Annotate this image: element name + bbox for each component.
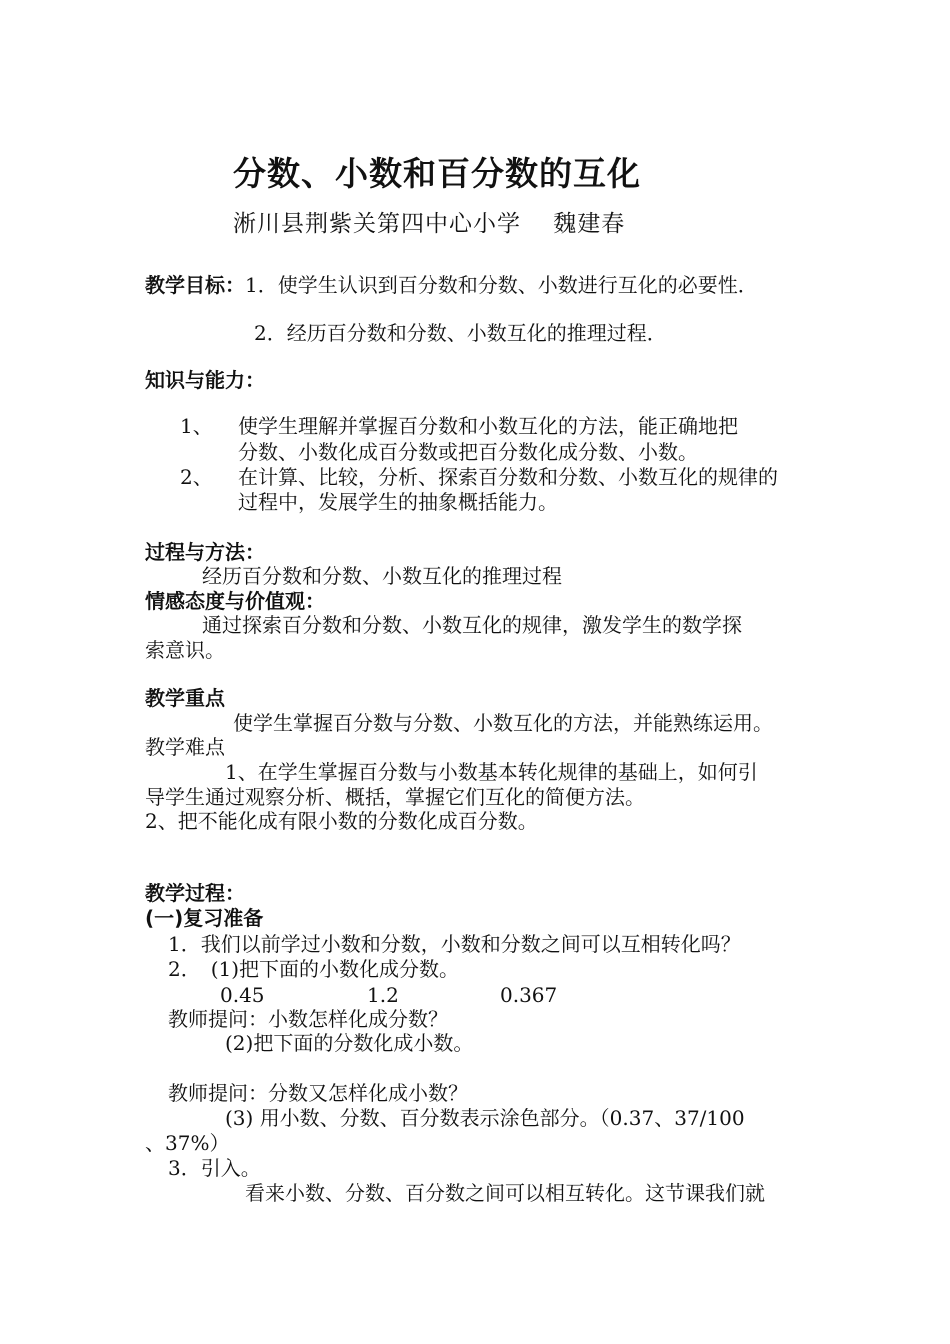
procedure-line-4: (2)把下面的分数化成小数。 — [225, 1031, 474, 1055]
objective-item-1: 1．使学生认识到百分数和分数、小数进行互化的必要性． — [245, 273, 758, 297]
attitude-line-2: 索意识。 — [145, 638, 225, 662]
attitude-line-1: 通过探索百分数和分数、小数互化的规律，激发学生的数学探 — [202, 613, 742, 637]
procedure-line-2: 2． (1)把下面的小数化成分数。 — [168, 957, 460, 981]
difficulty-line-3: 2、把不能化成有限小数的分数化成百分数。 — [145, 809, 538, 833]
objective-item-2: 2．经历百分数和分数、小数互化的推理过程． — [254, 321, 667, 345]
knowledge-item-2-line-1: 在计算、比较，分析、探索百分数和分数、小数互化的规律的 — [238, 465, 778, 489]
difficulty-line-2: 导学生通过观察分析、概括，掌握它们互化的简便方法。 — [145, 785, 645, 809]
knowledge-item-2-line-2: 过程中，发展学生的抽象概括能力。 — [238, 490, 558, 514]
process-method-heading: 过程与方法： — [145, 540, 265, 564]
knowledge-item-1-line-2: 分数、小数化成百分数或把百分数化成分数、小数。 — [238, 440, 698, 464]
objectives-label: 教学目标： — [145, 273, 245, 297]
knowledge-heading: 知识与能力： — [145, 368, 265, 392]
procedure-heading: 教学过程： — [145, 881, 245, 905]
knowledge-item-2-num: 2、 — [180, 465, 213, 489]
document-title: 分数、小数和百分数的互化 — [233, 154, 641, 193]
procedure-line-9: 看来小数、分数、百分数之间可以相互转化。这节课我们就 — [245, 1181, 765, 1205]
objective-line-1 — [145, 272, 758, 298]
section-review-heading: (一)复习准备 — [145, 906, 264, 930]
decimal-value-1: 0.45 — [220, 983, 265, 1007]
decimal-value-2: 1.2 — [367, 983, 399, 1007]
knowledge-item-1-num: 1、 — [180, 414, 213, 438]
procedure-line-7: 、37%） — [145, 1131, 230, 1155]
author-line: 淅川县荆紫关第四中心小学 魏建春 — [233, 211, 626, 237]
key-point-heading: 教学重点 — [145, 686, 225, 710]
key-point-text: 使学生掌握百分数与分数、小数互化的方法，并能熟练运用。 — [233, 711, 773, 735]
knowledge-item-1-line-1: 使学生理解并掌握百分数和小数互化的方法，能正确地把 — [238, 414, 738, 438]
decimal-value-3: 0.367 — [500, 983, 558, 1007]
difficulty-line-1: 1、在学生掌握百分数与小数基本转化规律的基础上，如何引 — [225, 760, 758, 784]
procedure-line-6: (3) 用小数、分数、百分数表示涂色部分。（0.37、37/100 — [225, 1106, 745, 1130]
process-method-text: 经历百分数和分数、小数互化的推理过程 — [202, 564, 562, 588]
procedure-line-5: 教师提问：分数又怎样化成小数？ — [168, 1081, 468, 1105]
difficulty-heading: 教学难点 — [145, 735, 225, 759]
procedure-line-8: 3．引入。 — [168, 1156, 261, 1180]
procedure-line-3: 教师提问：小数怎样化成分数？ — [168, 1007, 448, 1031]
procedure-line-1: 1．我们以前学过小数和分数，小数和分数之间可以互相转化吗？ — [168, 932, 741, 956]
attitude-heading: 情感态度与价值观： — [145, 589, 325, 613]
